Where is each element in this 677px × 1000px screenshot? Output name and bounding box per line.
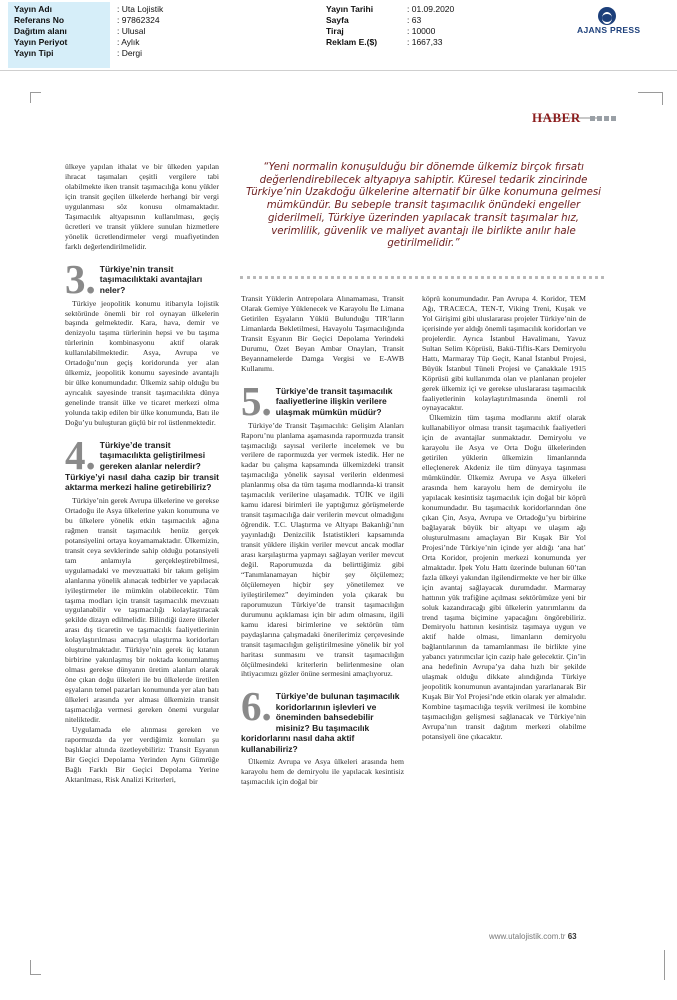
question-title: Türkiye’de transit taşımacılıkta geliştirilmesi gereken alanlar nelerdir? bbox=[99, 439, 206, 471]
meta-value-sayfa: : 63 bbox=[407, 15, 422, 25]
question-heading-4 bbox=[65, 437, 219, 493]
meta-key-sayfa: Sayfa bbox=[326, 15, 349, 25]
question-heading-5 bbox=[241, 383, 404, 418]
section-label-square bbox=[590, 116, 595, 121]
question-number: 6. bbox=[241, 688, 272, 730]
meta-value-yayin-periyot: : Aylık bbox=[117, 37, 140, 47]
section-label: HABER bbox=[532, 110, 581, 125]
question-subtitle: Türkiye’yi nasıl daha cazip bir transit aktarma merkezi haline getirebiliriz? bbox=[65, 471, 219, 493]
article-column-2 bbox=[241, 294, 404, 787]
meta-key-yayin-periyot: Yayın Periyot bbox=[14, 37, 68, 47]
pull-quote: “Yeni normalin konuşulduğu bir dönemde ülkemiz birçok fırsatı değerlendirebilecek altyapıya sahiptir. Küresel tedarik zincirinde Türkiye’nin Uzakdoğu ülkelerine alternatif bir ülke konumuna gelmesi mümkündür. Bu sebeple transit taşımacılık önündeki engeller giderilmeli, Türkiye üzerinden yapılacak transit taşımalar hız, verimlilik, güvenlik ve maliyet avantajı ile birlikte anılır hale getirilmelidir.” bbox=[246, 162, 601, 250]
article-column-3 bbox=[422, 294, 586, 742]
paragraph: köprü konumundadır. Pan Avrupa 4. Koridor, TEM Ağı, TRACECA, TEN-T, Viking Treni, Kuşak ve Yol Girişimi gibi uluslararası projeler Türkiye’nin de içerisinde yer aldığı önemli taşımacılık koridorları ve projelerdir. Ayrıca İstanbul Havalimanı, Yavuz Sultan Selim Köprüsü, Bakü-Tiflis-Kars Demiryolu Hattı, Marmaray Tüp Geçit, Kanal İstanbul Projesi, Büyük İstanbul Tüneli Projesi ve Çanakkale 1915 Köprüsü gibi kullanımda olan ve planlanan projeler gerek ülkemiz içi ve gerekse uluslararası taşımacılık faaliyetlerinin kolaylaştırılmasında önemli rol oynayacaktır. bbox=[422, 294, 586, 413]
meta-key-yayin-tarihi: Yayın Tarihi bbox=[326, 4, 374, 14]
paragraph: Türkiye jeopolitik konumu itibarıyla lojistik sektöründe önemli bir rol oynayan ülkelerin başında gelmektedir. Kara, hava, demir ve denizyolu taşıma türlerinin hepsi ve bu taşıma türlerinin kombinasyonu aktif olarak kullanılabilmektedir. Asya, Avrupa ve Ortadoğu’nun geçiş koridorunda yer alan ülkemiz, jeopolitik konumu sayesinde avantajlı bir ülke konumundadır. Ülkemiz sahip olduğu bu ayrıcalık sayesinde transit taşımacılıkta dünya genelinde transit ülke ve ticaret merkezi olma yolunda takip edilen bir ülke konumunda, Batı ile Doğu’yu buluşturan güçlü bir rol üstlenmektedir. bbox=[65, 298, 219, 428]
footer-url: www.utalojistik.com.tr bbox=[489, 932, 566, 941]
ajans-press-logo-icon bbox=[598, 7, 616, 25]
crop-mark bbox=[30, 960, 41, 975]
section-label-square bbox=[611, 116, 616, 121]
pull-quote-dotted-divider bbox=[240, 276, 604, 279]
page-footer bbox=[489, 932, 577, 941]
meta-key-reklam: Reklam E.($) bbox=[326, 37, 378, 47]
meta-key-tiraj: Tiraj bbox=[326, 26, 344, 36]
meta-value-dagitim-alani: : Ulusal bbox=[117, 26, 146, 36]
question-number: 3. bbox=[65, 260, 96, 296]
question-number: 5. bbox=[241, 382, 272, 418]
crop-mark bbox=[654, 950, 665, 980]
paragraph: ülkeye yapılan ithalat ve bir ülkeden yapılan ihracat taşımaları çeşitli vergilere tabi olabilmekte iken transit taşımacılığa konu yükler için transit geçilen ülkelerde herhangi bir vergi uygulanması söz konusu olmamaktadır. Taşımacılık altyapısının kullanılması, geçiş ücretleri ve transit yüklere sunulan hizmetlere yönelik ücretlendirmeler vergi muafiyetinden farklı değerlendirilmelidir. bbox=[65, 162, 219, 251]
crop-mark bbox=[638, 92, 663, 105]
question-title: Türkiye’de bulunan taşımacılık koridorlarının işlevleri ve öneminden bahsedebilir misiniz? Bu taşımacılık koridorlarını nasıl daha aktif kullanabiliriz? bbox=[241, 691, 400, 754]
clipping-header bbox=[0, 0, 677, 71]
meta-value-yayin-adi: : Uta Lojistik bbox=[117, 4, 164, 14]
paragraph: Türkiye’de Transit Taşımacılık: Gelişim Alanları Raporu’nu planlama aşamasında rapormuzda transit taşımacılığı sayısal verilerle incelemek ve bu verilere de rapormuzda yer vermek istedik. Her ne kadar bu çalışma kapsamında ülkemizdeki transit taşımacılığa yönelik sayısal verilerin eldenmesi planlanmış olsa da tüm taşıma modlarında-ki transit taşımacılık verilerine ulaşamadık. TÜİK ve ilgili kamu idaresi birimleri ile yaptığımız görüşmelerde transit taşımacılığa dair verilerin mevcut olmadığını öğrendik. T.C. Ulaştırma ve Altyapı Bakanlığı’nın yayınladığı Denizcilik İstatistikleri kapsamında transit yüklere ilişkin veriler mevcut ancak modlar arası karşılaştırma yapmayı sağlayan veriler mevcut değil. Raporumuzda da belirttiğimiz gibi “Tanımlanamayan hiçbir şey ölçülemez; ölçülemeyen hiçbir şey yönetilemez ve iyileştirilemez” deyiminden yola çıkarak bu raporumuzun Türkiye’de transit taşımacılığın durumunu açıklaması için bir adım olmasını, ilgili kamu idaresi birimlerine ve sektörün tüm paydaşlarına çalışmadaki önerilerimiz çerçevesinde transit taşımacılığın geliştirilmesine yönelik bir yol haritası sunmasını ve transit taşımacılığın ölçülmesindeki kriterlerin belirlenmesine olan ihtiyacımızı gözler önüne sermesini amaçlıyoruz. bbox=[241, 420, 404, 679]
meta-value-referans-no: : 97862324 bbox=[117, 15, 160, 25]
meta-key-yayin-adi: Yayın Adı bbox=[14, 4, 52, 14]
question-title: Türkiye’de transit taşımacılık faaliyetlerine ilişkin verilere ulaşmak mümkün müdür? bbox=[275, 385, 393, 417]
crop-mark bbox=[30, 92, 41, 103]
paragraph: Transit Yüklerin Antrepolara Alınamaması, Transit Olarak Gemiye Yüklenecek ve Karayolu İle Limana Getirilen Eşyaların Yüklü Bulunduğu TIR’ların Limanlarda Bekletilmesi, Havayolu Taşımacılığında Transit Eşyanın Bir Geçici Depolama Yerindeki Durumu, Özet Beyan Ambar Onayları, Transit Beyannamelerde Damga Vergisi ve E-AWB Kullanımı. bbox=[241, 294, 404, 373]
meta-key-referans-no: Referans No bbox=[14, 15, 65, 25]
question-heading-3 bbox=[65, 261, 219, 296]
question-heading-6 bbox=[241, 688, 404, 754]
question-title: Türkiye’nin transit taşımacılıktaki avantajları neler? bbox=[99, 263, 203, 295]
section-label-square bbox=[597, 116, 602, 121]
paragraph: Ülkemizin tüm taşıma modlarını aktif olarak kullanabiliyor olması transit taşımacılık faaliyetleri için de avantajlar sunmaktadır. Demiryolu ve karayolu ile Asya ve Orta Doğu ülkelerinden getirilen yüklerin ülkemizin limanlarında elleçlenerek Akdeniz ile tüm dünyaya taşınması mümkündür. Ülkemiz Avrupa ve Asya ülkeleri arasında hem karayolu hem de demiryolu ile yapılacak kesintisiz taşımacılık için doğal bir köprü konumundadır. Bu taşımacılık koridorlarından öne çıkan Çin, Asya, Avrupa ve Ortadoğu’yu birbirine bağlayarak büyük bir altyapı ve ulaşım ağı oluşturulmasını amaçlayan Bir Kuşak Bir Yol Projesi’nde Türkiye’nin içinde yer aldığı ‘ana hat’ Orta Koridor, projenin merkezi konumunda yer almaktadır. İpek Yolu Hattı üzerinde bulunan 60’tan fazla ülkeyi yakından ilgilendirmekte ve her bir ülke için avantaj sağlayacak durumdadır. Marmaray hattının yük trafiğine açılması sektörümüze yeni bir soluk kazandıracağı gibi ülkelerin yatırımlarını da trend taşıma biçimine yapacağını öngörebiliriz. Demiryolu hattının kesintisiz taşımaya uygun ve aktif halde olması, limanların demiryolu bağlantılarının da tamamlanması ile birlikte yine yabancı yatırımcılar için cazip hale gelecektir. Çin’in ana hedefinin Avrupa’ya daha hızlı bir şekilde ulaşmak olduğu dikkate alındığında Türkiye jeopolitik konumunun avantajından yararlanarak Bir Kuşak Bir Yol Projesi’nde etkin olarak yer almalıdır. Kombine taşımacılığa teşvik verilmesi ile kombine taşımacılığın gelişmesi sağlanacak ve Türkiye’nin Avrupa’nın transit dağıtım merkezi olabilme potansiyeli öne çıkacaktır. bbox=[422, 413, 586, 741]
paragraph: Ülkemiz Avrupa ve Asya ülkeleri arasında hem karayolu hem de demiryolu ile yapılacak kesintisiz taşımacılık için doğal bir bbox=[241, 757, 404, 787]
ajans-press-logo-text: AJANS PRESS bbox=[577, 25, 641, 35]
meta-value-tiraj: : 10000 bbox=[407, 26, 436, 36]
paragraph: Uygulamada ele alınması gereken ve rapormuzda da yer verdiğimiz konuları şu başlıklar altında özetleyebiliriz: Transit Eşyanın Bir Geçici Depolama Yerinden Aynı Gümrüğe Bağlı Farklı Bir Geçici Depolama Yerine Aktarılması, Risk Analizi Kriterleri, bbox=[65, 724, 219, 784]
meta-key-yayin-tipi: Yayın Tipi bbox=[14, 48, 54, 58]
meta-value-reklam: : 1667,33 bbox=[407, 37, 443, 47]
article-column-1 bbox=[65, 162, 219, 785]
meta-key-dagitim-alani: Dağıtım alanı bbox=[14, 26, 67, 36]
section-label-square bbox=[604, 116, 609, 121]
question-number: 4. bbox=[65, 436, 96, 478]
meta-value-yayin-tarihi: : 01.09.2020 bbox=[407, 4, 455, 14]
footer-page-number: 63 bbox=[567, 932, 577, 941]
paragraph: Türkiye’nin gerek Avrupa ülkelerine ve gerekse Ortadoğu ile Asya ülkelerine yakın konumuna ve bu ülkelere yönelik etkin taşımacılık ağına rağmen transit taşımacılık henüz gerçek potansiyelini ortaya koyamamaktadır. Ülkemizin, transit ceya sevklerinde sahip olduğu potansiyeli tam anlamıyla gerçekleştirebilmesi, uygulamadaki ve mevzuattaki bir takım gelişim alanlarına yönelik alınacak tedbirler ve yapılacak iyileştirmeler ile mümkün olabilecektir. Tüm taşıma modları için transit taşımacılık mevzuatı uygulanabilir ve taşımacılığı kolaylaştıracak şekilde dizayn edilmelidir. Bilindiği üzere ülkeler arası dış ticaretin ve taşımacılık faaliyetlerinin kolaylaştırılması amacıyla ulaştırma koridorları oluşturulmaktadır. Türkiye’nin gerek üç kıtanın birbirine yakınlaşmış bir noktada konumlanmış olması gerekse dünyanın üretim alanları olarak öne çıkan doğu ülkeleri ile bu ülkelerde üretilen eşyaların temel pazarları konumunda yer alan batı ülkeleri arasında yer alması ülkemizin transit taşımacılığa vermesi gereken önemi vurgular niteliktedir. bbox=[65, 495, 219, 724]
meta-value-yayin-tipi: : Dergi bbox=[117, 48, 143, 58]
